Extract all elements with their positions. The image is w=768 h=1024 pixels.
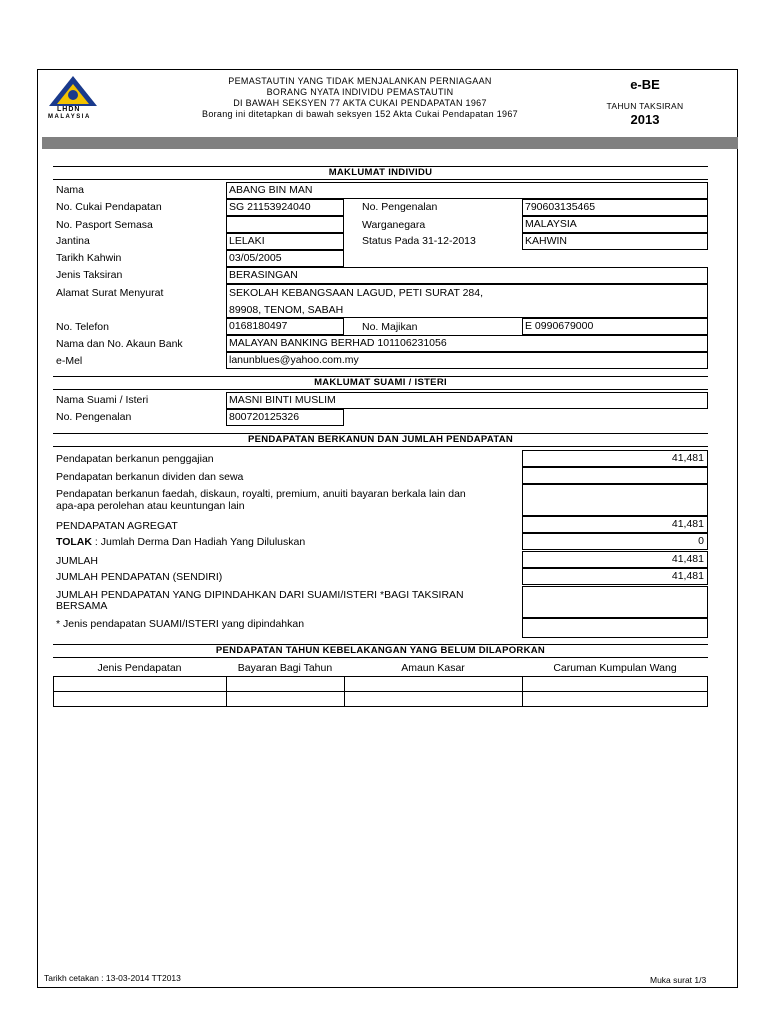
suami-pengenalan-field[interactable]: 800720125326 bbox=[226, 409, 344, 426]
gaji-label: Pendapatan berkanun penggajian bbox=[56, 453, 214, 465]
logo-text-malaysia: MALAYSIA bbox=[48, 114, 91, 120]
table-cell[interactable] bbox=[54, 692, 227, 707]
emel-label: e-Mel bbox=[56, 355, 83, 367]
table-cell[interactable] bbox=[523, 677, 708, 692]
alamat-line-1: SEKOLAH KEBANGSAAN LAGUD, PETI SURAT 284, bbox=[229, 287, 484, 299]
table-row bbox=[54, 692, 708, 707]
suami-nama-label: Nama Suami / Isteri bbox=[56, 394, 149, 406]
pasport-label: No. Pasport Semasa bbox=[56, 219, 153, 231]
jumlah-label: JUMLAH bbox=[56, 555, 99, 567]
taksiran-field[interactable]: BERASINGAN bbox=[226, 267, 708, 284]
table-row bbox=[54, 677, 708, 692]
tolak-field[interactable]: 0 bbox=[522, 533, 708, 550]
tolak-label bbox=[56, 536, 305, 548]
section-maklumat-individu: MAKLUMAT INDIVIDU bbox=[53, 166, 708, 180]
status-field[interactable]: KAHWIN bbox=[522, 233, 708, 250]
tolak-label-text: : Jumlah Derma Dan Hadiah Yang Diluluskan bbox=[91, 536, 306, 548]
cukai-field[interactable]: SG 21153924040 bbox=[226, 199, 344, 216]
suami-nama-field[interactable]: MASNI BINTI MUSLIM bbox=[226, 392, 708, 409]
alamat-field[interactable] bbox=[226, 284, 708, 318]
jantina-field[interactable]: LELAKI bbox=[226, 233, 344, 250]
lhdn-logo bbox=[45, 74, 101, 120]
section-pendapatan-kebelakangan: PENDAPATAN TAHUN KEBELAKANGAN YANG BELUM DILAPORKAN bbox=[53, 644, 708, 658]
warganegara-label: Warganegara bbox=[362, 219, 426, 231]
print-date: Tarikh cetakan : 13-03-2014 TT2013 bbox=[44, 973, 181, 983]
bank-field[interactable]: MALAYAN BANKING BERHAD 101106231056 bbox=[226, 335, 708, 352]
cukai-label: No. Cukai Pendapatan bbox=[56, 201, 162, 213]
sendiri-label: JUMLAH PENDAPATAN (SENDIRI) bbox=[56, 571, 223, 583]
pasport-field[interactable] bbox=[226, 216, 344, 233]
nama-label: Nama bbox=[56, 184, 85, 196]
emel-field[interactable]: lanunblues@yahoo.com.my bbox=[226, 352, 708, 369]
status-label: Status Pada 31-12-2013 bbox=[362, 235, 476, 247]
faedah-label-line-2: apa-apa perolehan atau keuntungan lain bbox=[56, 500, 245, 512]
col-bayaran-bagi-tahun: Bayaran Bagi Tahun bbox=[237, 662, 333, 674]
table-cell[interactable] bbox=[54, 677, 227, 692]
assessment-year: 2013 bbox=[630, 112, 660, 127]
telefon-label: No. Telefon bbox=[56, 321, 109, 333]
jenis-pindah-field[interactable] bbox=[522, 618, 708, 638]
taksiran-label: Jenis Taksiran bbox=[56, 269, 123, 281]
form-code: e-BE bbox=[630, 77, 660, 92]
logo-text-lhdn: LHDN bbox=[57, 106, 81, 113]
tolak-label-bold: TOLAK bbox=[56, 536, 92, 548]
header-line-2: BORANG NYATA INDIVIDU PEMASTAUTIN bbox=[266, 87, 454, 97]
faedah-label-line-1: Pendapatan berkanun faedah, diskaun, royalti, premium, anuiti bayaran berkala lain dan bbox=[56, 488, 466, 500]
header-line-1: PEMASTAUTIN YANG TIDAK MENJALANKAN PERNIAGAAN bbox=[228, 76, 492, 86]
pindah-label-line-2: BERSAMA bbox=[56, 600, 108, 612]
faedah-field[interactable] bbox=[522, 484, 708, 516]
table-cell[interactable] bbox=[227, 692, 345, 707]
year-label: TAHUN TAKSIRAN bbox=[606, 101, 684, 111]
dividen-field[interactable] bbox=[522, 467, 708, 484]
nama-field[interactable]: ABANG BIN MAN bbox=[226, 182, 708, 199]
table-cell[interactable] bbox=[227, 677, 345, 692]
sendiri-field[interactable]: 41,481 bbox=[522, 568, 708, 585]
alamat-label: Alamat Surat Menyurat bbox=[56, 287, 164, 299]
table-cell[interactable] bbox=[345, 692, 523, 707]
kebelakangan-table bbox=[53, 676, 708, 707]
section-pendapatan-berkanun: PENDAPATAN BERKANUN DAN JUMLAH PENDAPATAN bbox=[53, 433, 708, 447]
pengenalan-label: No. Pengenalan bbox=[362, 201, 438, 213]
suami-pengenalan-label: No. Pengenalan bbox=[56, 411, 132, 423]
dividen-label: Pendapatan berkanun dividen dan sewa bbox=[56, 471, 244, 483]
table-cell[interactable] bbox=[345, 677, 523, 692]
kahwin-field[interactable]: 03/05/2005 bbox=[226, 250, 344, 267]
telefon-field[interactable]: 0168180497 bbox=[226, 318, 344, 335]
header-line-3: DI BAWAH SEKSYEN 77 AKTA CUKAI PENDAPATAN 1967 bbox=[233, 98, 487, 108]
kahwin-label: Tarikh Kahwin bbox=[56, 252, 122, 264]
header-divider-bar bbox=[42, 137, 738, 149]
bank-label: Nama dan No. Akaun Bank bbox=[56, 338, 183, 350]
majikan-field[interactable]: E 0990679000 bbox=[522, 318, 708, 335]
gaji-field[interactable]: 41,481 bbox=[522, 450, 708, 467]
col-amaun-kasar: Amaun Kasar bbox=[401, 662, 465, 674]
section-maklumat-suami-isteri: MAKLUMAT SUAMI / ISTERI bbox=[53, 376, 708, 390]
col-jenis-pendapatan: Jenis Pendapatan bbox=[97, 662, 182, 674]
lhdn-emblem-icon bbox=[45, 74, 101, 108]
pindah-field[interactable] bbox=[522, 586, 708, 618]
alamat-line-2: 89908, TENOM, SABAH bbox=[229, 304, 344, 316]
jumlah-field[interactable]: 41,481 bbox=[522, 551, 708, 568]
agregat-label: PENDAPATAN AGREGAT bbox=[56, 520, 178, 532]
pengenalan-field[interactable]: 790603135465 bbox=[522, 199, 708, 216]
table-cell[interactable] bbox=[523, 692, 708, 707]
pindah-label-line-1: JUMLAH PENDAPATAN YANG DIPINDAHKAN DARI SUAMI/ISTERI *BAGI TAKSIRAN bbox=[56, 589, 464, 601]
agregat-field[interactable]: 41,481 bbox=[522, 516, 708, 533]
col-caruman-kumpulan-wang: Caruman Kumpulan Wang bbox=[553, 662, 677, 674]
page-number: Muka surat 1/3 bbox=[650, 975, 707, 985]
majikan-label: No. Majikan bbox=[362, 321, 418, 333]
jantina-label: Jantina bbox=[56, 235, 90, 247]
warganegara-field[interactable]: MALAYSIA bbox=[522, 216, 708, 233]
jenis-pindah-label: * Jenis pendapatan SUAMI/ISTERI yang dipindahkan bbox=[56, 618, 305, 630]
header-line-4: Borang ini ditetapkan di bawah seksyen 152 Akta Cukai Pendapatan 1967 bbox=[202, 109, 518, 119]
